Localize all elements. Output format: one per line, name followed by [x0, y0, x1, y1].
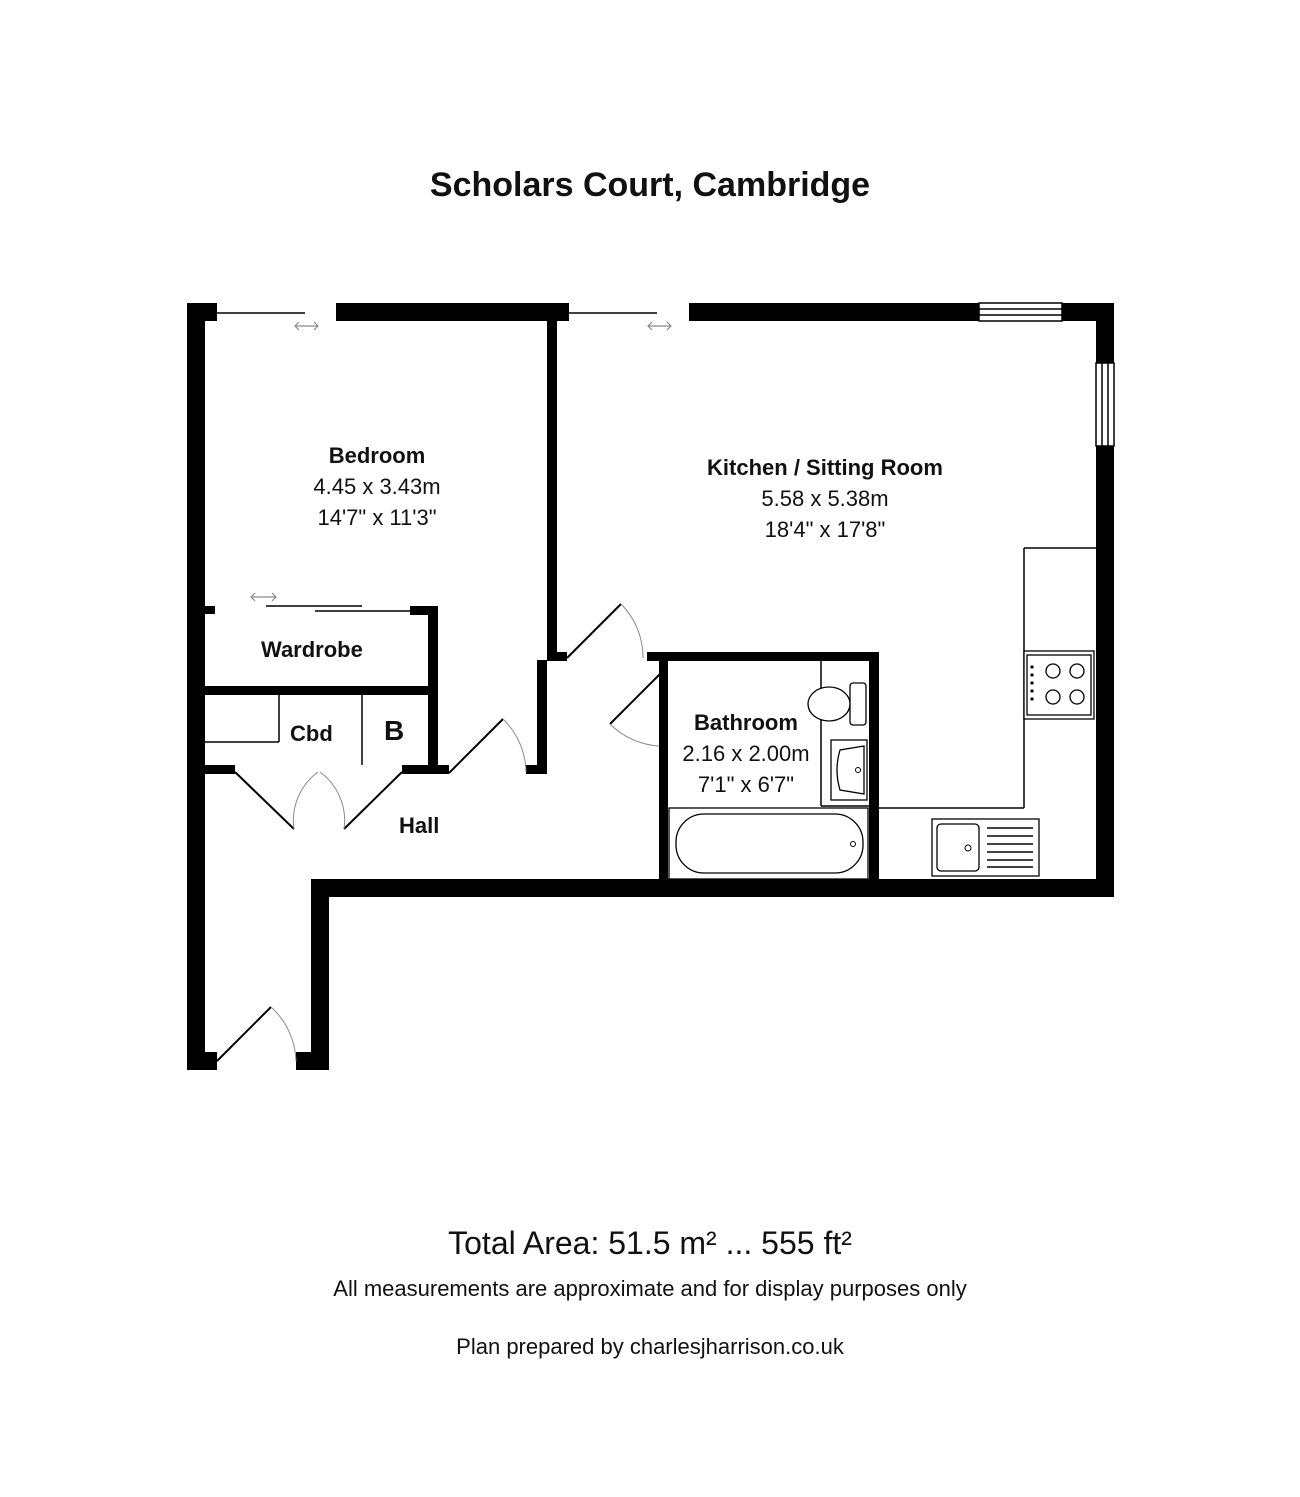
room-imperial: 14'7" x 11'3"	[317, 505, 437, 530]
room-name: Bedroom	[328, 443, 426, 468]
wall-corridor-bottom-right	[296, 1052, 329, 1070]
wall-cupboard-bottom-left	[205, 765, 235, 774]
wall-bedroom-kitchen	[547, 303, 557, 661]
room-label-hall: Hall	[399, 813, 440, 838]
disclaimer: All measurements are approximate and for display purposes only	[333, 1276, 967, 1301]
door-bathroom	[610, 670, 664, 746]
sink-icon	[932, 819, 1039, 876]
room-name: Kitchen / Sitting Room	[707, 455, 943, 480]
plan-title: Scholars Court, Cambridge	[429, 166, 871, 204]
double-door-cupboard	[235, 772, 402, 829]
wall-right-lower	[1096, 446, 1114, 897]
room-metric: 4.45 x 3.43m	[313, 474, 441, 499]
total-area: Total Area: 51.5 m² ... 555 ft²	[448, 1225, 852, 1261]
wall-top-bedroom-left	[187, 303, 217, 321]
room-label-cupboard: Cbd	[290, 721, 333, 746]
sliding-door-bedroom	[217, 313, 318, 330]
room-imperial: 7'1" x 6'7"	[697, 772, 795, 797]
room-metric: 5.58 x 5.38m	[761, 486, 889, 511]
wall-bottom-main	[311, 879, 1114, 897]
door-kitchen	[567, 604, 643, 658]
wall-top-bedroom-right	[336, 303, 569, 321]
wall-bathroom-top	[659, 652, 879, 661]
wall-wardrobe-top-stub	[205, 606, 215, 614]
wall-bedroom-kitchen-stub	[547, 652, 567, 661]
room-metric: 2.16 x 2.00m	[682, 741, 810, 766]
sliding-door-kitchen	[569, 313, 671, 330]
window-right	[1096, 363, 1114, 446]
wall-right-upper	[1096, 303, 1114, 363]
wall-top-kitchen	[689, 303, 979, 321]
wall-wardrobe-bottom	[205, 686, 438, 695]
door-bedroom-hall	[449, 719, 526, 773]
wall-corridor-bottom-left	[187, 1052, 217, 1070]
entrance-door	[217, 1007, 296, 1061]
room-label-boiler: B	[384, 715, 405, 746]
wall-left	[187, 303, 205, 1070]
wall-cupboard-bottom-right	[402, 765, 449, 774]
window-top-right	[979, 303, 1062, 321]
sliding-door-wardrobe	[251, 593, 410, 611]
hob-icon	[1024, 651, 1094, 719]
basin-icon	[831, 740, 867, 800]
room-label-wardrobe: Wardrobe	[261, 637, 363, 662]
wall-bathroom-right	[869, 652, 879, 888]
room-name: Bathroom	[694, 710, 798, 735]
room-label-bedroom	[257, 440, 497, 533]
room-imperial: 18'4" x 17'8"	[764, 517, 886, 542]
internal-walls	[205, 303, 879, 888]
bath-icon	[669, 808, 868, 879]
room-label-bathroom	[661, 707, 831, 800]
wall-hall-jog	[537, 660, 547, 774]
wall-corridor-right	[311, 879, 329, 1070]
room-label-kitchen	[665, 452, 985, 545]
wall-hall-jog-foot	[526, 765, 547, 774]
prepared-by: Plan prepared by charlesjharrison.co.uk	[456, 1334, 844, 1359]
